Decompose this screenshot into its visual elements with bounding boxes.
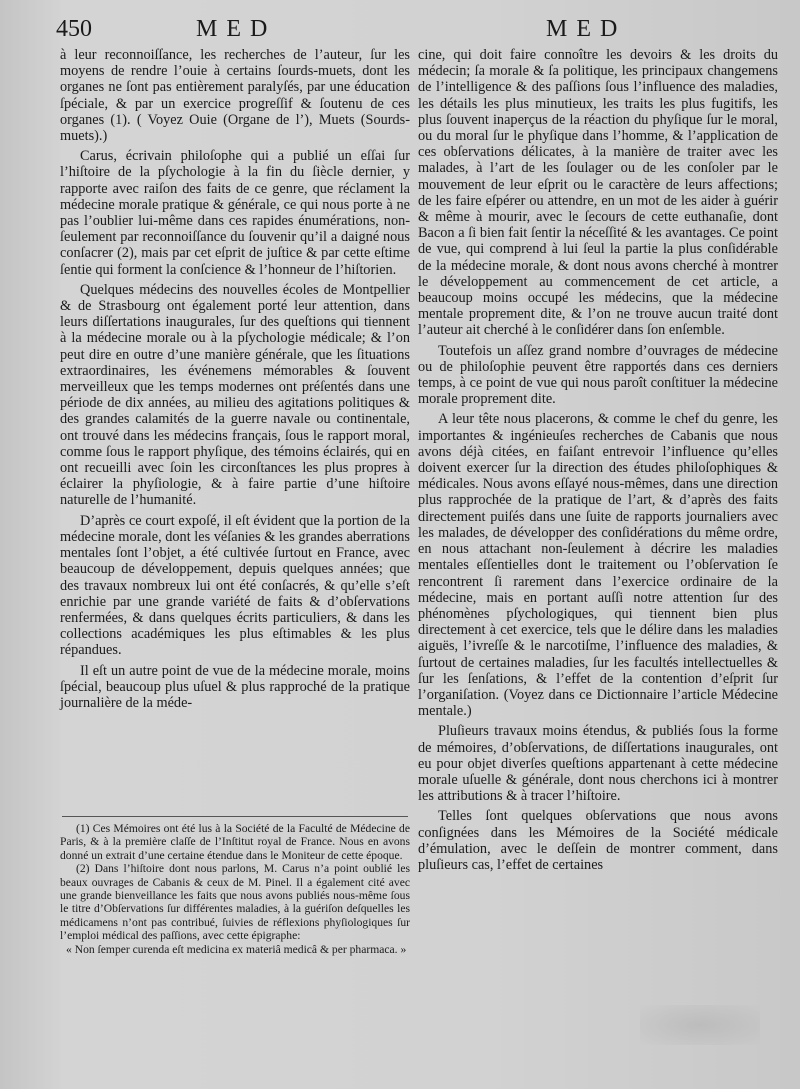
right-paragraph-5: Telles ſont quelques obſervations que nous avons conſignées dans les Mémoires de la Société médicale d’émulation, avec le deſſein de montrer comment, dans pluſieurs cas, l’effet de certaines — [418, 808, 778, 873]
footnotes — [60, 822, 410, 956]
left-paragraph-1: à leur reconnoiſſance, les recherches de l’auteur, ſur les moyens de rendre l’ouie à certains ſourds-muets, dont les organes ne ſont pas entièrement paralyſés, par une éducation ſpéciale, & par un exercice progreſſif & ſoutenu de ces organes (1). ( Voyez Ouie (Organe de l’), Muets (Sourds-muets).) — [60, 47, 410, 145]
paper-stain — [640, 1005, 760, 1045]
left-column — [60, 47, 410, 711]
right-paragraph-3: A leur tête nous placerons, & comme le chef du genre, les importantes & ingénieuſes recherches de Cabanis que nous avons déjà citées, en faiſant entrevoir l’influence qu’elles doivent exercer ſur la direction des études philoſophiques & médicales. Nous avons eſſayé nous-mêmes, dans une direction plus rapprochée de la pratique de l’art, & d’après des faits directement puiſés dans une ſuite de rapports journaliers avec les malades, de développer des conſidérations du même ordre, en nous attachant non-ſeulement à décrire les maladies mentales eſſentielles dont le traitement ou l’obſervation ſe rencontrent ſi rarement dans l’exercice ordinaire de la médecine, mais en portant auſſi notre attention ſur des phénomènes pſychologiques, qui tiennent bien plus directement à cet exercice, tels que le délire dans les maladies aiguës, l’ivreſſe & le narcotiſme, l’influence des maladies, & ſurtout de certaines maladies, ſur les facultés intellectuelles & ſur les ſenſations, & l’effet de la contention d’eſprit ſur l’organiſation. (Voyez dans ce Dictionnaire l’article Médecine mentale.) — [418, 411, 778, 720]
right-column — [418, 47, 778, 873]
left-paragraph-4: D’après ce court expoſé, il eſt évident que la portion de la médecine morale, dont les véſanies & les grandes aberrations mentales ſont l’objet, a été cultivée ſurtout en France, avec beaucoup de développement, depuis quelques années; que des travaux nombreux lui ont été conſacrés, & qu’elle s’eſt enrichie par une grande variété de faits & d’obſervations renfermées, & dans quelques écrits particuliers, & dans les collections académiques les plus eſtimables & les plus répandues. — [60, 512, 410, 659]
right-paragraph-4: Pluſieurs travaux moins étendus, & publiés ſous la forme de mémoires, d’obſervations, de diſſertations inaugurales, ont eu pour objet diverſes queſtions appartenant à cette médecine morale uſuelle & générale, dont nous cherchons ici à montrer les attributions & à tracer l’hiſtoire. — [418, 723, 778, 805]
page-number: 450 — [56, 16, 92, 42]
footnote-1: (1) Ces Mémoires ont été lus à la Société de la Faculté de Médecine de Paris, & à la première claſſe de l’Inſtitut royal de France. Nous en avons donné un extrait d’une certaine étendue dans le Moniteur de cette époque. — [60, 822, 410, 862]
running-header — [56, 14, 770, 46]
footnote-rule — [62, 816, 408, 817]
left-running-title: MED — [196, 16, 277, 42]
footnote-2: (2) Dans l’hiſtoire dont nous parlons, M. Carus n’a point oublié les beaux ouvrages de Cabanis & ceux de M. Pinel. Il a également cité avec une grande bienveillance les faits que nous avons publiés nous-même ſous le titre d’Obſervations ſur différentes maladies, à la guériſon deſquelles les médicamens n’ont pas contribué, ſuivies de réflexions phyſiologiques ſur l’emploi médical des paſſions, avec cette épigraphe: — [60, 862, 410, 943]
right-paragraph-1: cine, qui doit faire connoître les devoirs & les droits du médecin; ſa morale & ſa politique, les principaux changemens de l’intelligence & des paſſions ſous l’influence des maladies, les détails les plus minutieux, les traits les plus fugitifs, les plus ſouvent inaperçus de la réaction du phyſique ſur le moral, ou du moral ſur le phyſique dans l’homme, & l’application de ces obſervations délicates, à la manière de traiter avec les malades, à l’art de les ſoulager ou de les conſoler par le mouvement de leur eſprit ou le caractère de leurs affections; de les faire eſpérer ou attendre, en un mot de les aider à guérir & même à mourir, avec le ſecours de cette euthanaſie, dont Bacon a ſi bien fait ſentir la néceſſité & les avantages. Ce point de vue, qui comprend à lui ſeul la partie la plus conſidérable de la médecine morale, & dont nous avons cherché à montrer le développement au commencement de cet article, a beaucoup moins occupé les médecins, que la médecine mentale proprement dite, & l’on ne trouve aucun traité dont l’auteur ait cherché à le conſidérer dans ſon enſemble. — [418, 47, 778, 339]
right-paragraph-2: Toutefois un aſſez grand nombre d’ouvrages de médecine ou de philoſophie peuvent être rapportés dans ces derniers temps, à ce point de vue qui nous paroît conſtituer la médecine morale proprement dite. — [418, 342, 778, 408]
footnote-epigraph: « Non ſemper curenda eſt medicina ex materiâ medicâ & per pharmaca. » — [66, 942, 407, 956]
left-paragraph-2: Carus, écrivain philoſophe qui a publié un eſſai ſur l’hiſtoire de la pſychologie à la fin du ſiècle dernier, y rapporte avec raiſon des faits de ce genre, que réclament la médecine morale pratique & générale, ce qui nous porte à ne pas l’oublier lui-même dans ces rapides énumérations, non-ſeulement par reconnoiſſance du ſouvenir qu’il a daigné nous conſacrer (2), mais par cet eſprit de juſtice & par cette eſtime ſentie qui forment la conſcience & l’honneur de l’hiſtorien. — [60, 148, 410, 278]
left-paragraph-3: Quelques médecins des nouvelles écoles de Montpellier & de Strasbourg ont également porté leur attention, dans leurs diſſertations inaugurales, ſur des queſtions qui tiennent à la médecine morale ou à la pſychologie médicale; & l’on peut dire en outre d’une manière générale, que les ſituations extraordinaires, les événemens mémorables & ſouvent merveilleux que les temps modernes ont préſentés dans une période de dix années, au milieu des agitations politiques & des grandes calamités de la guerre navale ou continentale, ont trouvé dans les médecins français, ſous le rapport moral, comme ſous le rapport phyſique, des témoins éclairés, qui en ont recueilli avec ſoin les circonſtances les plus propres à éclairer la phyſiologie, & à faire partie d’une hiſtoire naturelle de l’humanité. — [60, 281, 410, 509]
left-paragraph-5: Il eſt un autre point de vue de la médecine morale, moins ſpécial, beaucoup plus uſuel & plus rapproché de la pratique journalière de la méde- — [60, 662, 410, 711]
right-running-title: MED — [546, 16, 627, 42]
